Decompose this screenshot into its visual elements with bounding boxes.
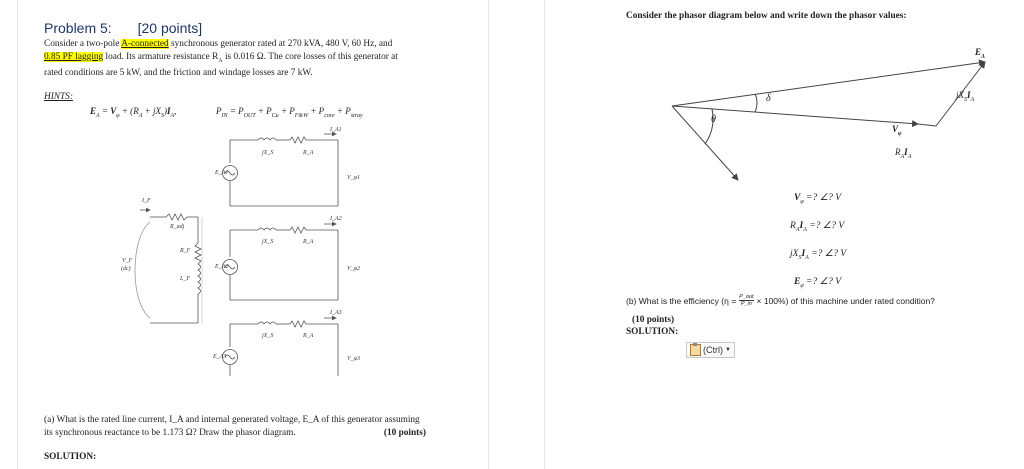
label-ra-1: R_A	[303, 150, 314, 156]
label-if: I_F	[142, 198, 151, 204]
highlight-pf-lagging: 0.85 PF lagging	[44, 51, 104, 62]
label-rf: R_F	[180, 248, 191, 254]
ea-label: $E_A$	[975, 47, 986, 60]
label-ia1: I_A1	[330, 127, 342, 133]
vphi-label: $V_\varphi$	[892, 124, 902, 137]
problem-points: [20 points]	[137, 20, 203, 36]
paste-options-label: (Ctrl)	[703, 345, 723, 355]
label-dc: (dc)	[121, 266, 131, 272]
hint-equation-power: $P_{IN} = P_{OUT} + P_{Cu} + P_{F\&W} + P_{core} + P_{stray}$	[216, 106, 363, 119]
problem-title	[44, 20, 202, 36]
label-ea3: E_A3	[213, 354, 227, 360]
statement-line2-tail: is 0.016 Ω. The core losses of this generator at	[222, 51, 398, 62]
question-b-pre: (b) What is the efficiency (η =	[626, 295, 737, 306]
question-a	[44, 414, 426, 439]
label-lf: L_F	[180, 276, 191, 282]
phasor-values-list	[792, 186, 846, 298]
theta-label: θ	[711, 114, 716, 125]
label-ia3: I_A3	[330, 310, 342, 316]
statement-line2-sub: A	[218, 57, 223, 64]
statement-line1-pre: Consider a two-pole	[44, 39, 122, 49]
fraction-denominator: P_in	[740, 301, 752, 307]
label-jxs-2: jX_S	[262, 239, 274, 245]
phasor-heading: Consider the phasor diagram below and write down the phasor values:	[626, 11, 907, 21]
question-a-line1: (a) What is the rated line current, I_A and internal generated voltage, E_A of this generator assuming	[44, 415, 420, 425]
label-vf: V_F	[122, 258, 133, 264]
statement-line3: rated conditions are 5 kW, and the friction and windage losses are 7 kW.	[44, 67, 313, 78]
question-a-points: (10 points)	[383, 427, 426, 438]
label-ra-2: R_A	[303, 239, 314, 245]
efficiency-fraction	[739, 294, 753, 307]
ea-phasor	[672, 62, 985, 106]
question-b-points: (10 points)	[632, 315, 675, 325]
label-ra-3: R_A	[303, 333, 314, 339]
label-ea2: E_A2	[215, 264, 229, 270]
label-vphi1: V_φ1	[347, 175, 360, 181]
statement-line1-post: synchronous generator rated at 270 kVA, 480 V, 60 Hz, and	[168, 39, 393, 49]
vphi-phasor	[672, 106, 918, 124]
solution-label-b: SOLUTION:	[626, 327, 679, 337]
paste-options-button[interactable]	[686, 342, 735, 358]
phasor-value-jxs-ia: $jX_SI_A$ =? ∠? V	[790, 248, 847, 261]
label-vphi2: V_φ2	[347, 266, 360, 272]
label-vphi3: V_φ3	[347, 356, 360, 362]
delta-label: δ	[766, 93, 771, 104]
label-radj: R_adj	[170, 224, 185, 230]
jxs-label: $jX_SI_A$	[956, 90, 975, 103]
clipboard-icon	[690, 344, 701, 356]
question-b-post: × 100%) of this machine under rated condition?	[756, 295, 935, 306]
problem-statement	[44, 38, 398, 79]
hint-equation-ea: $E_A = V_\varphi + (R_A + jX_S)I_A$,	[90, 106, 177, 119]
delta-arc	[755, 94, 757, 112]
label-jxs-1: jX_S	[262, 150, 274, 156]
ra-ia-phasor	[918, 124, 936, 126]
question-a-line2: its synchronous reactance to be 1.173 Ω? Draw the phasor diagram.	[44, 427, 296, 438]
statement-line2-post: load. Its armature resistance R	[103, 51, 219, 62]
fraction-numerator: P_out	[739, 294, 754, 300]
generator-equivalent-circuit	[110, 118, 380, 378]
ra-label: $R_AI_A$	[895, 147, 912, 160]
hints-label: HINTS:	[44, 92, 73, 102]
problem-number: Problem 5:	[44, 20, 112, 36]
phasor-value-ephi: $E_\varphi$ =? ∠? V	[794, 276, 842, 289]
label-ea1: E_A1	[215, 170, 229, 176]
ia-phasor	[672, 106, 738, 180]
phasor-value-vphi: $V_\varphi$ =? ∠? V	[794, 193, 842, 205]
dropdown-arrow-icon: ▼	[725, 347, 731, 353]
question-b	[626, 294, 935, 307]
label-jxs-3: jX_S	[262, 333, 274, 339]
highlight-a-connected: A-connected	[121, 39, 169, 49]
label-ia2: I_A2	[330, 216, 342, 222]
solution-label-a: SOLUTION:	[44, 452, 97, 462]
phasor-value-ra-ia: $R_AI_A$ =? ∠? V	[790, 220, 845, 233]
